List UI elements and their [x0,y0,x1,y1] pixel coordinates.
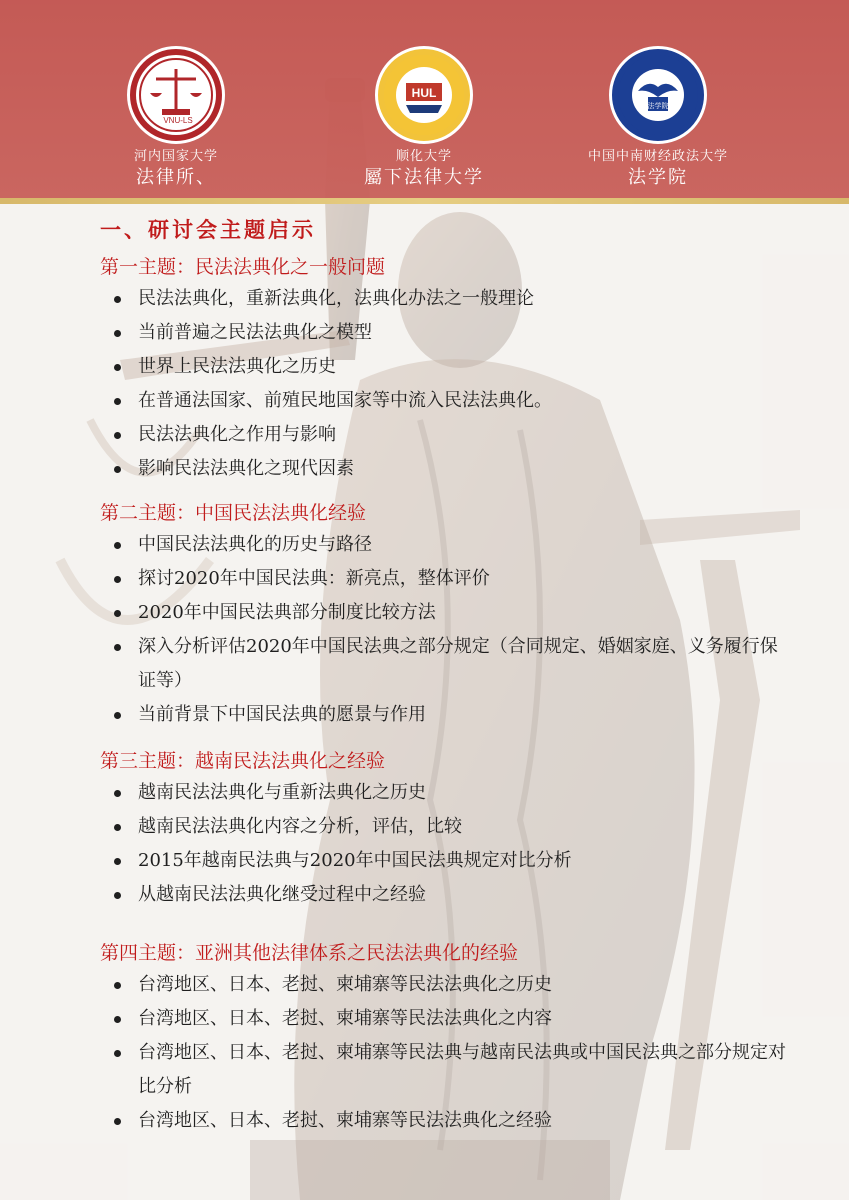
school-name-line2: 法律所、 [136,167,216,188]
hul-logo-text: HUL [411,86,437,100]
vnu-ls-logo [127,46,225,144]
list-item: 民法法典化，重新法典化，法典化办法之一般理论 [110,282,790,316]
zuel-logo-text: 法学院 [647,102,669,110]
university-crest-icon [382,53,466,137]
list-item: 深入分析评估2020年中国民法典之部分规定（合同规定、婚姻家庭、义务履行保证等） [110,630,790,698]
list-item: 当前背景下中国民法典的愿景与作用 [110,698,790,732]
topic-4-list [110,968,790,1138]
list-item: 世界上民法法典化之历史 [110,350,790,384]
topic-2-list [110,528,790,732]
school-block-vnu [66,46,286,190]
list-item: 在普通法国家、前殖民地国家等中流入民法法典化。 [110,384,790,418]
list-item: 越南民法法典化与重新法典化之历史 [110,776,790,810]
list-item: 2015年越南民法典与2020年中国民法典规定对比分析 [110,844,790,878]
school-name-line1: 顺化大学 [395,149,452,164]
list-item: 民法法典化之作用与影响 [110,418,790,452]
list-item: 台湾地区、日本、老挝、柬埔寨等民法典与越南民法典或中国民法典之部分规定对比分析 [110,1036,790,1104]
school-block-zuel [548,46,768,190]
gold-divider-rule [0,198,849,204]
list-item: 台湾地区、日本、老挝、柬埔寨等民法法典化之内容 [110,1002,790,1036]
topic-4-title: 第四主题：亚洲其他法律体系之民法法典化的经验 [100,942,519,964]
eagle-crest-icon [616,53,700,137]
list-item: 台湾地区、日本、老挝、柬埔寨等民法法典化之经验 [110,1104,790,1138]
list-item: 中国民法法典化的历史与路径 [110,528,790,562]
topic-1-list [110,282,790,486]
school-name-line1: 中国中南财经政法大学 [587,149,728,164]
school-name-line2: 法学院 [628,167,688,188]
topic-3-title: 第三主题：越南民法法典化之经验 [100,750,386,772]
school-block-hul [314,46,534,190]
vnu-ls-logo-text: VNU-LS [163,116,193,125]
section-title: 一、研讨会主题启示 [100,217,316,242]
list-item: 2020年中国民法典部分制度比较方法 [110,596,790,630]
list-item: 台湾地区、日本、老挝、柬埔寨等民法法典化之历史 [110,968,790,1002]
hul-logo [375,46,473,144]
list-item: 探讨2020年中国民法典：新亮点，整体评价 [110,562,790,596]
topic-1-title: 第一主题：民法法典化之一般问题 [100,256,386,278]
topic-2-title: 第二主题：中国民法法典化经验 [100,502,367,524]
list-item: 越南民法法典化内容之分析，评估，比较 [110,810,790,844]
zuel-law-school-logo [609,46,707,144]
school-name-line1: 河内国家大学 [133,149,218,164]
school-name-line2: 屬下法律大学 [364,167,484,188]
scales-of-justice-icon [134,53,218,137]
list-item: 当前普遍之民法法典化之模型 [110,316,790,350]
list-item: 影响民法法典化之现代因素 [110,452,790,486]
topic-3-list [110,776,790,912]
list-item: 从越南民法法典化继受过程中之经验 [110,878,790,912]
